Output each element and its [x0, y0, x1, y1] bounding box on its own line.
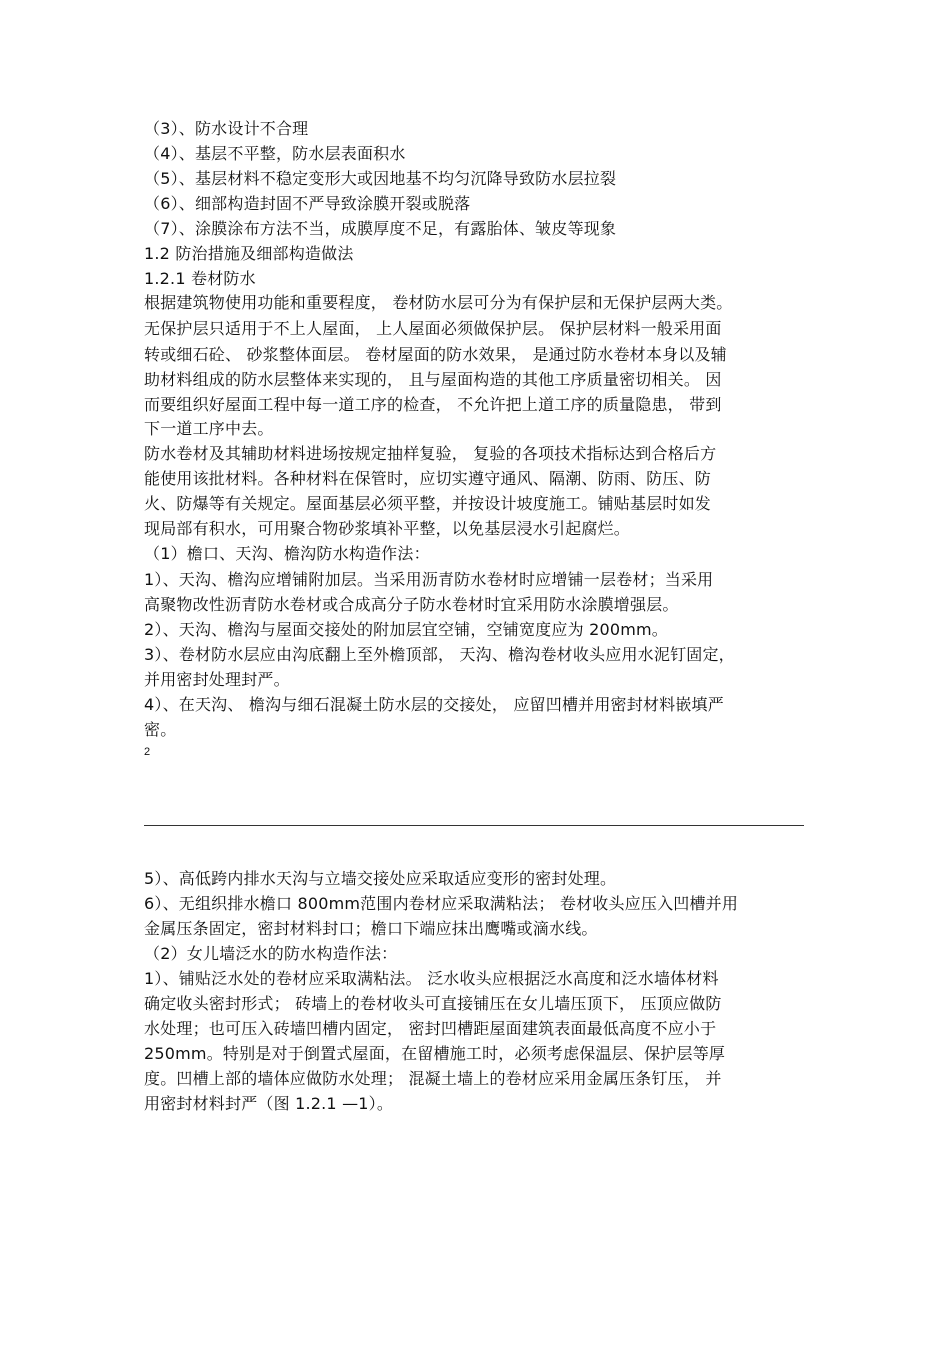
page-divider [144, 825, 804, 826]
text-line: 1）、天沟、檐沟应增铺附加层。当采用沥青防水卷材时应增铺一层卷材；当采用 [144, 570, 714, 589]
text-line: （3）、防水设计不合理 [144, 119, 309, 138]
text-line: 确定收头密封形式； 砖墙上的卷材收头可直接铺压在女儿墙压顶下， 压顶应做防 [144, 994, 722, 1013]
text-line: 现局部有积水，可用聚合物砂浆填补平整，以免基层浸水引起腐烂。 [144, 519, 631, 538]
text-line: 火、防爆等有关规定。屋面基层必须平整，并按设计坡度施工。铺贴基层时如发 [144, 494, 712, 513]
text-line: 1）、铺贴泛水处的卷材应采取满粘法。 泛水收头应根据泛水高度和泛水墙体材料 [144, 969, 719, 988]
text-line: （7）、涂膜涂布方法不当，成膜厚度不足，有露胎体、皱皮等现象 [144, 219, 617, 238]
text-line: 转或细石砼、 砂浆整体面层。 卷材屋面的防水效果， 是通过防水卷材本身以及辅 [144, 345, 727, 364]
text-line: 而要组织好屋面工程中每一道工序的检查， 不允许把上道工序的质量隐患， 带到 [144, 395, 722, 414]
text-line: 用密封材料封严（图 1.2.1 —1）。 [144, 1094, 394, 1113]
text-line: 2）、天沟、檐沟与屋面交接处的附加层宜空铺，空铺宽度应为 200mm。 [144, 620, 668, 639]
text-line: （4）、基层不平整，防水层表面积水 [144, 144, 406, 163]
page-number: 2 [144, 746, 151, 758]
text-line: 无保护层只适用于不上人屋面， 上人屋面必须做保护层。 保护层材料一般采用面 [144, 319, 722, 338]
text-line: 5）、高低跨内排水天沟与立墙交接处应采取适应变形的密封处理。 [144, 869, 617, 888]
text-line: （5）、基层材料不稳定变形大或因地基不均匀沉降导致防水层拉裂 [144, 169, 617, 188]
text-line: 根据建筑物使用功能和重要程度， 卷材防水层可分为有保护层和无保护层两大类。 [144, 293, 733, 312]
text-line: 250mm。特别是对于倒置式屋面，在留槽施工时，必须考虑保温层、保护层等厚 [144, 1044, 726, 1063]
text-line: 并用密封处理封严。 [144, 670, 290, 689]
text-line: 度。凹槽上部的墙体应做防水处理； 混凝土墙上的卷材应采用金属压条钉压， 并 [144, 1069, 722, 1088]
text-line: 3）、卷材防水层应由沟底翻上至外檐顶部， 天沟、檐沟卷材收头应用水泥钉固定， [144, 645, 735, 664]
text-line: 4）、在天沟、 檐沟与细石混凝土防水层的交接处， 应留凹槽并用密封材料嵌填严 [144, 695, 724, 714]
text-line: 防水卷材及其辅助材料进场按规定抽样复验， 复验的各项技术指标达到合格后方 [144, 444, 717, 463]
text-line: 能使用该批材料。各种材料在保管时，应切实遵守通风、隔潮、防雨、防压、防 [144, 469, 712, 488]
section-heading: 1.2 防治措施及细部构造做法 [144, 244, 354, 263]
text-line: （2）女儿墙泛水的防水构造作法： [144, 944, 398, 963]
text-line: 下一道工序中去。 [144, 419, 274, 438]
text-line: 6）、无组织排水檐口 800mm范围内卷材应采取满粘法； 卷材收头应压入凹槽并用 [144, 894, 739, 913]
text-line: （1）檐口、天沟、檐沟防水构造作法： [144, 544, 430, 563]
text-line: 金属压条固定，密封材料封口；檐口下端应抹出鹰嘴或滴水线。 [144, 919, 598, 938]
subsection-heading: 1.2.1 卷材防水 [144, 269, 256, 288]
text-line: （6）、细部构造封固不严导致涂膜开裂或脱落 [144, 194, 471, 213]
text-line: 密。 [144, 720, 177, 739]
text-line: 高聚物改性沥青防水卷材或合成高分子防水卷材时宜采用防水涂膜增强层。 [144, 595, 679, 614]
text-line: 水处理；也可压入砖墙凹槽内固定， 密封凹槽距屋面建筑表面最低高度不应小于 [144, 1019, 717, 1038]
text-line: 助材料组成的防水层整体来实现的， 且与屋面构造的其他工序质量密切相关。 因 [144, 370, 722, 389]
